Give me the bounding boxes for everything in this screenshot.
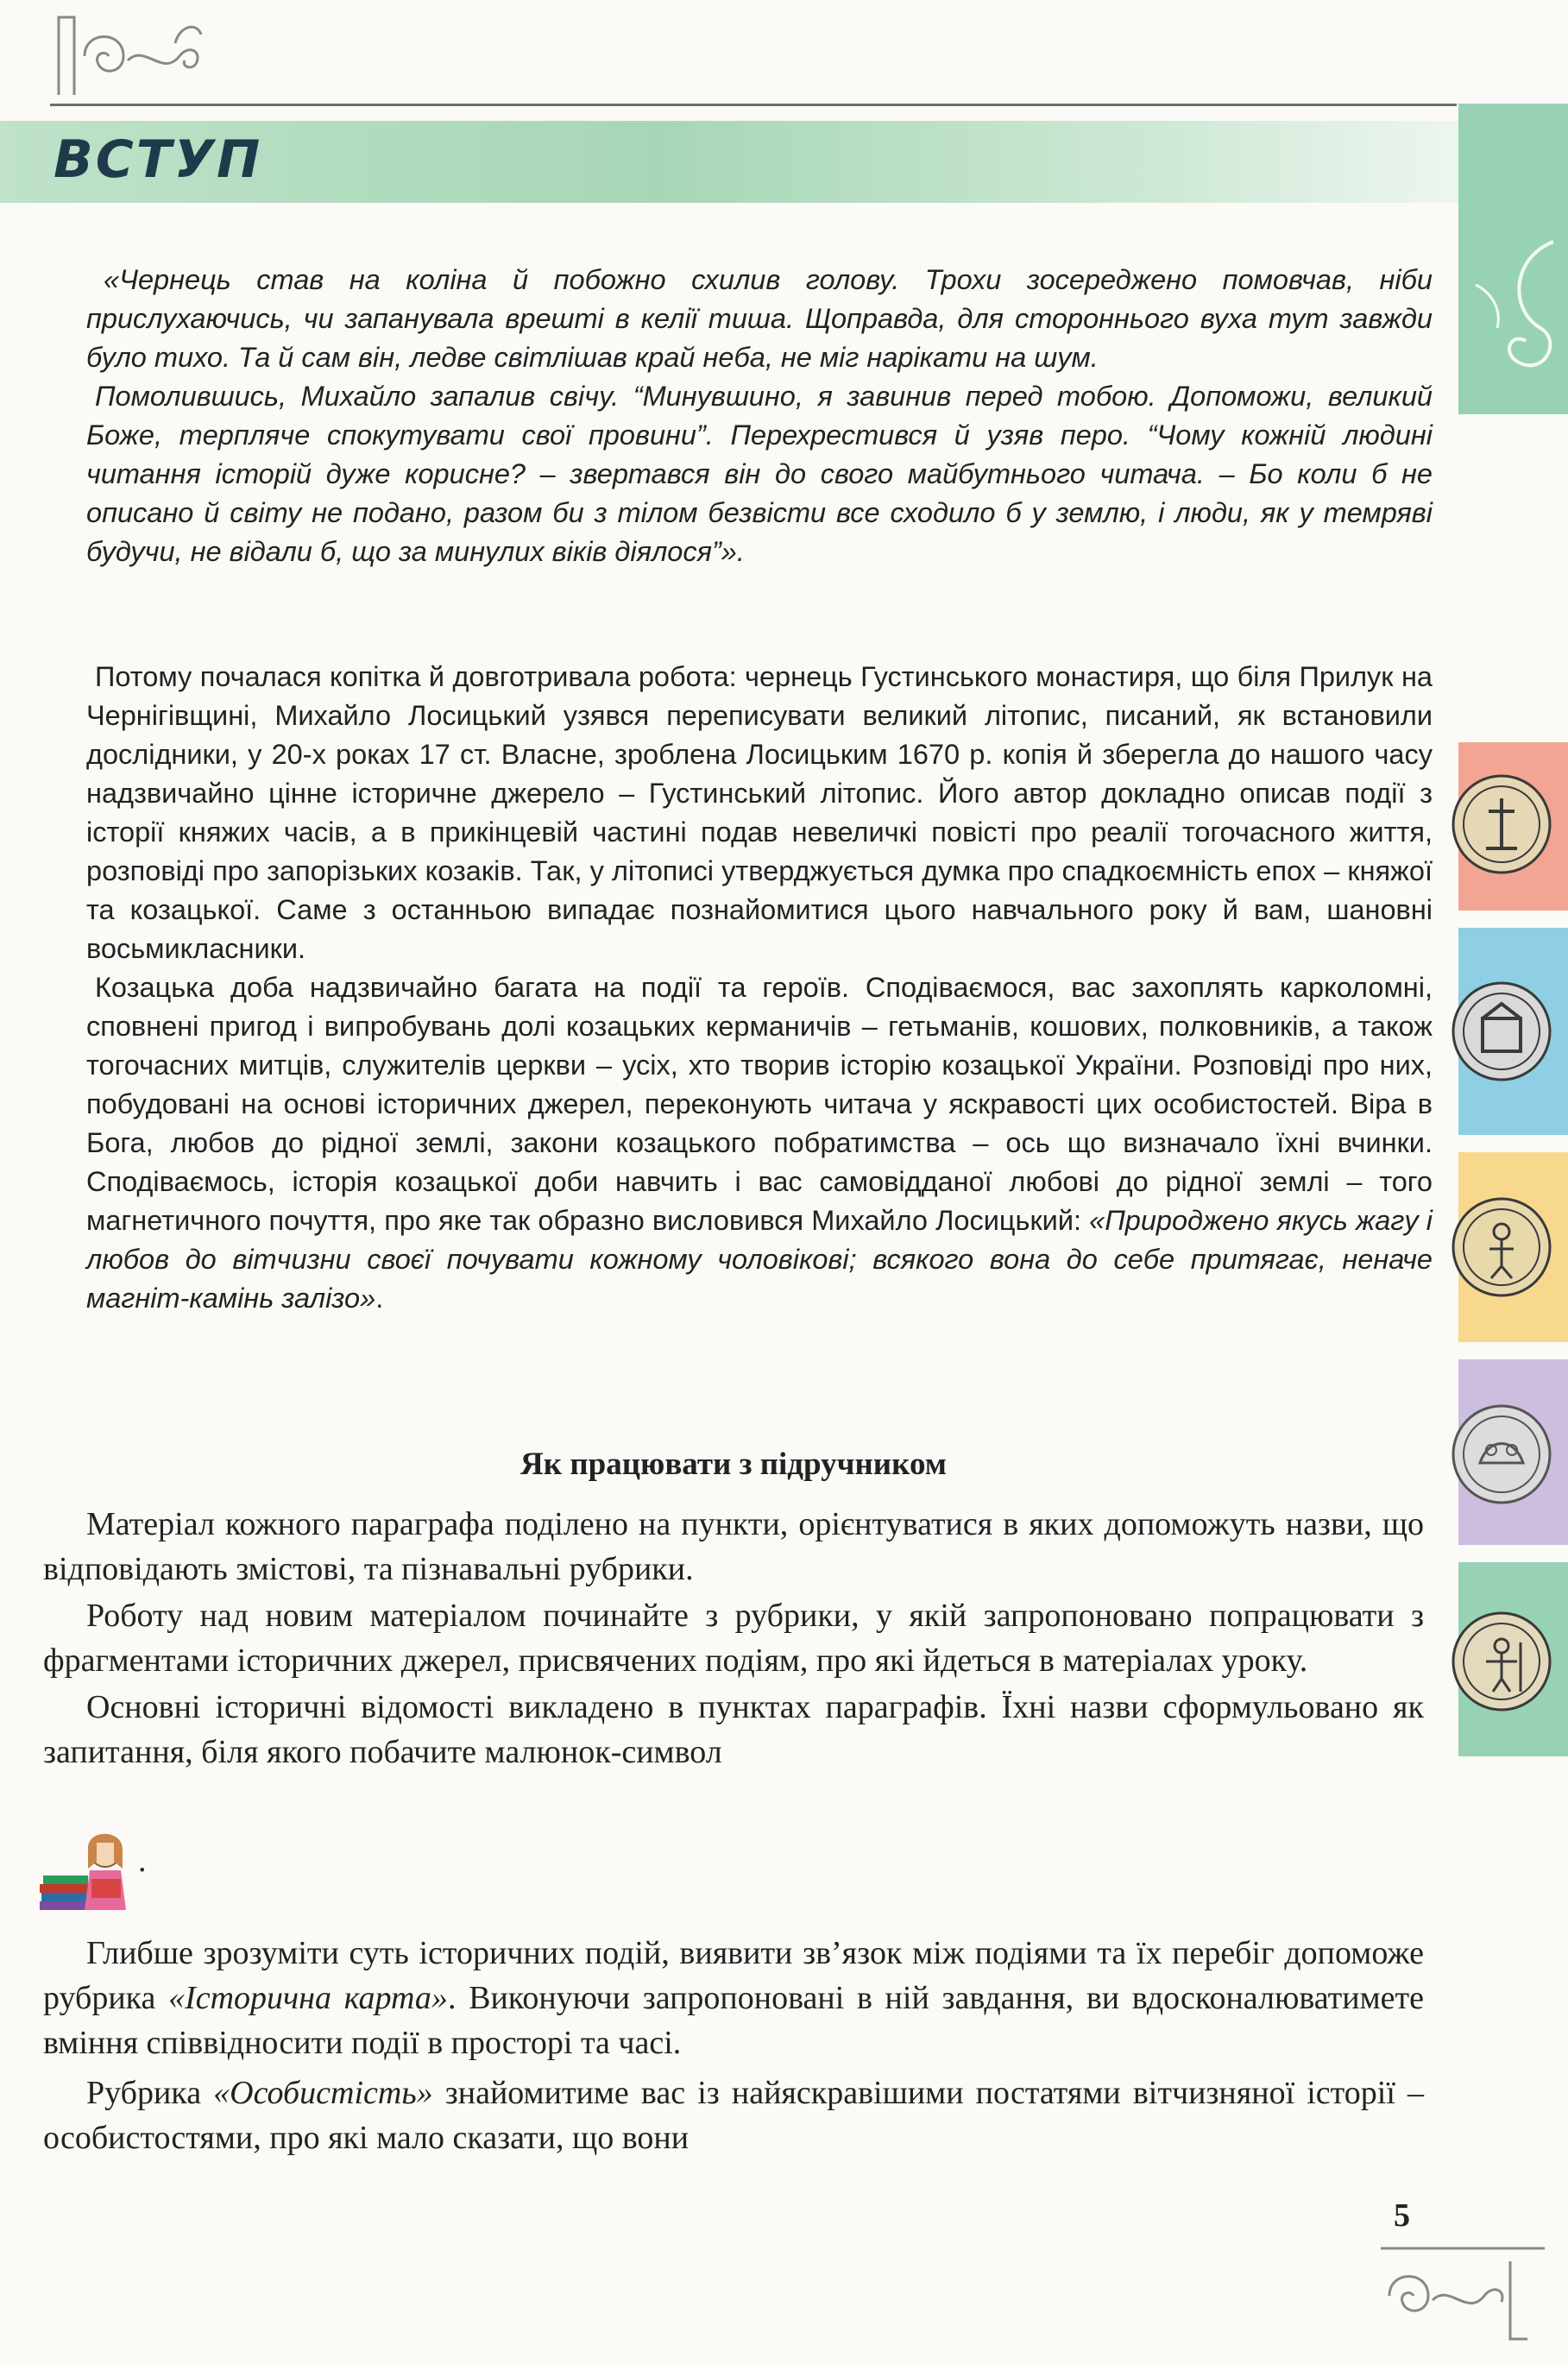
rubric-map: «Історична карта» [168,1980,448,2016]
body-block [86,658,1433,1318]
guide-paragraph: Матеріал кожного параграфа поділено на пункти, орієнтуватися в яких допоможуть назви, що відповідають змістові, та пізнавальні рубрики. [43,1506,1424,1587]
guide-block [43,1502,1424,1775]
guide-paragraph: Основні історичні відомості викладено в пунктах параграфів. Їхні назви сформульовано як запитання, біля якого побачите малюнок-символ [43,1689,1424,1770]
lositsky-quote: «Природжено якусь жагу і любов до вітчизни своєї почувати кожному чоловікові; всякого вона до себе притягає, неначе магніт-камінь залізо» [86,1205,1433,1314]
reading-girl-symbol-icon [35,1817,138,1920]
quote-block [86,261,1433,571]
body-paragraph: Потому почалася копітка й довготривала робота: чернець Густинського монастиря, що біля Прилук на Чернігівщині, Михайло Лосицький узявся переписувати великий літопис, писаний, як встановили дослідники, у 20-х роках 17 ст. Власне, зроблена Лосицьким 1670 р. копія й зберегла до нашого часу надзвичайно цінне історичне джерело – Густинський літопис. Його автор докладно описав події з історії княжих часів, а в прикінцевій частині подав невеличкі повісті про реалії тогочасного життя, розповіді про запорізьких козаків. Так, у літописі утверджується думка про спадкоємність епох – княжої та козацької. Саме з останньою випадає познайомитися цього навчального року й вам, шановні восьмикласники. [86,661,1433,964]
guide-block-2 [43,1931,1424,2160]
section-subheading: Як працювати з підручником [520,1447,947,1482]
seal-icon [1450,1610,1553,1713]
page-title: ВСТУП [54,129,263,190]
seal-icon [1450,772,1553,876]
symbol-period: . [138,1843,147,1879]
quote-paragraph: «Чернець став на коліна й побожно схилив голову. Трохи зосереджено помовчав, ніби прислухаючись, чи запанувала врешті в келії тиша. Щоправда, для стороннього вуха тут завжди було тихо. Та й сам він, ледве світлішав край неба, не міг нарікати на шум. [86,264,1433,373]
top-rule [50,104,1457,106]
corner-ornament-icon [1372,2240,1553,2343]
rubric-person: «Особистість» [213,2075,433,2111]
corner-ornament-icon [50,9,231,99]
body-paragraph: Козацька доба надзвичайно багата на події та героїв. Сподіваємося, вас захоплять карколомні, сповнені пригод і випробувань долі козацьких керманичів – гетьманів, кошових, полковників, а також тогочасних митців, служителів церкви – усіх, хто творив історію козацької України. Розповіді про них, побудовані на основі історичних джерел, переконують читача у яскравості цих особистостей. Віра в Бога, любов до рідної землі, закони козацького побратимства – ось що визначало їхні вчинки. Сподіваємось, історія козацької доби навчить і вас самовідданої любові до рідної землі – того магнетичного почуття, про яке так образно висловився Михайло Лосицький: «Природжено якусь жагу і любов до вітчизни своєї почувати кожному чоловікові; всякого вона до себе притягає, неначе магніт-камінь залізо». [86,972,1433,1314]
page-number: 5 [1394,2197,1410,2234]
seal-icon [1450,1195,1553,1299]
seal-icon [1450,980,1553,1083]
person-paragraph: Рубрика «Особистість» знайомитиме вас із найяскравішими постатями вітчизняної історії – особистостями, про які мало сказати, що вони [43,2075,1424,2156]
map-paragraph: Глибше зрозуміти суть історичних подій, виявити зв’язок між подіями та їх перебіг допоможе рубрика «Історична карта». Виконуючи запропоновані в ній завдання, ви вдосконалюватимете вміння співвідносити події в просторі та часі. [43,1935,1424,2061]
vine-ornament-icon [1458,233,1568,406]
guide-paragraph: Роботу над новим матеріалом починайте з рубрики, у якій запропоновано попрацювати з фрагментами історичних джерел, присвячених подіям, про які йдеться в матеріалах уроку. [43,1598,1424,1679]
quote-paragraph: Помолившись, Михайло запалив свічу. “Минувшино, я завинив перед тобою. Допоможи, великий Боже, терпляче спокутувати свої провини”. Перехрестився й узяв перо. “Чому кожній людині читання історій дуже корисне? – звертався він до свого майбутнього читача. – Бо коли б не описано й світу не подано, разом би з тілом безвісти все сходило б у землю, і люди, як у темряві будучи, не відали б, що за минулих віків діялося”». [86,381,1433,567]
